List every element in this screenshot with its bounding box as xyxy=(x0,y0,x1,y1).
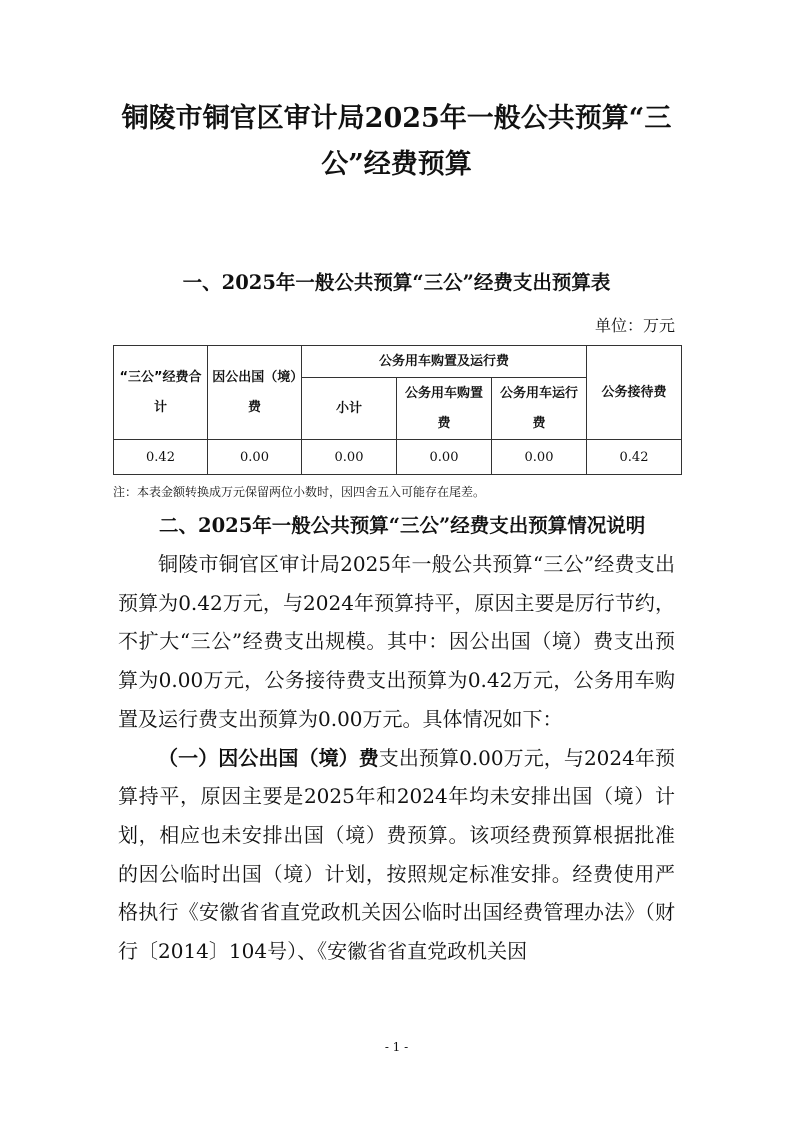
header-vehicle-purchase: 公务用车购置费 xyxy=(397,378,492,440)
cell-total: 0.42 xyxy=(114,440,208,475)
budget-table xyxy=(113,345,682,475)
paragraph-1: 铜陵市铜官区审计局2025年一般公共预算“三公”经费支出预算为0.42万元，与2024年预算持平，原因主要是厉行节约，不扩大“三公”经费支出规模。其中：因公出国（境）费支出预算为0.00万元，公务接待费支出预算为0.42万元，公务用车购置及运行费支出预算为0.00万元。具体情况如下： xyxy=(118,552,675,731)
page-title: 铜陵市铜官区审计局2025年一般公共预算“三公”经费预算 xyxy=(121,103,672,180)
cell-reception: 0.42 xyxy=(587,440,682,475)
cell-vehicle-operation: 0.00 xyxy=(492,440,587,475)
page-number: - 1 - xyxy=(384,1040,409,1054)
header-abroad: 因公出国（境）费 xyxy=(208,346,302,440)
header-vehicle-group: 公务用车购置及运行费 xyxy=(302,346,587,378)
table-note: 注：本表金额转换成万元保留两位小数时，因四舍五入可能存在尾差。 xyxy=(113,485,486,499)
cell-abroad: 0.00 xyxy=(208,440,302,475)
body-text xyxy=(118,545,675,971)
cell-subtotal: 0.00 xyxy=(302,440,397,475)
header-subtotal: 小计 xyxy=(302,378,397,440)
section-1-title: 一、2025年一般公共预算“三公”经费支出预算表 xyxy=(182,271,611,294)
header-total: “三公”经费合计 xyxy=(114,346,208,440)
cell-vehicle-purchase: 0.00 xyxy=(397,440,492,475)
section-2-title: 二、2025年一般公共预算“三公”经费支出预算情况说明 xyxy=(159,514,646,537)
table-row xyxy=(114,440,682,475)
paragraph-2-heading: （一）因公出国（境）费 xyxy=(158,745,379,770)
unit-label: 单位：万元 xyxy=(594,316,675,335)
paragraph-2-text: 支出预算0.00万元，与2024年预算持平，原因主要是2025年和2024年均未安排出国（境）计划，相应也未安排出国（境）费预算。该项经费预算根据批准的因公临时出国（境）计划，按照规定标准安排。经费使用严格执行《安徽省省直党政机关因公临时出国经费管理办法》（财行〔2014〕104号）、《安徽省省直党政机关因 xyxy=(118,745,675,964)
header-reception: 公务接待费 xyxy=(587,346,682,440)
paragraph-2 xyxy=(118,739,675,971)
header-vehicle-operation: 公务用车运行费 xyxy=(492,378,587,440)
